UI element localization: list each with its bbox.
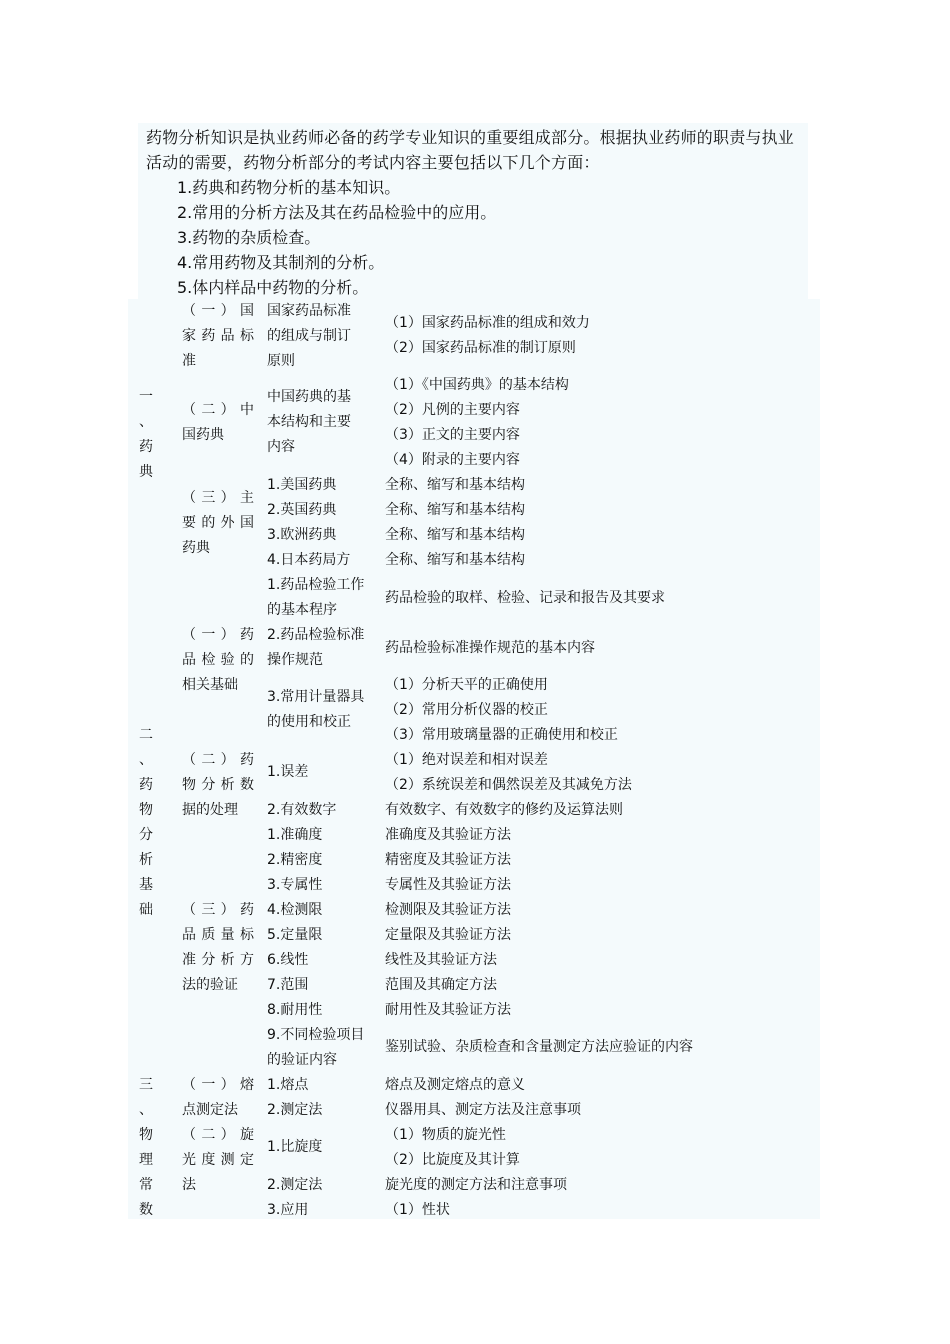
section-title: 三 、 物 理 常 数 — [139, 1077, 153, 1218]
item-name: 1.熔点 — [267, 1077, 309, 1093]
intro-list-item: 3.药物的杂质检查。 — [177, 228, 321, 247]
intro-list-item: 5.体内样品中药物的分析。 — [177, 278, 369, 297]
intro-paragraph: 药物分析知识是执业药师必备的药学专业知识的重要组成部分。根据执业药师的职责与执业活动的需要，药物分析部分的考试内容主要包括以下几个方面： — [146, 128, 795, 172]
item-description: 旋光度的测定方法和注意事项 — [385, 1177, 567, 1193]
item-description: 耐用性及其验证方法 — [385, 1002, 511, 1018]
item-name: 1.比旋度 — [267, 1139, 323, 1155]
item-description: （1）国家药品标准的组成和效力 （2）国家药品标准的制订原则 — [385, 315, 590, 356]
item-name: 2.测定法 — [267, 1177, 323, 1193]
item-description: 范围及其确定方法 — [385, 977, 497, 993]
intro-block — [138, 123, 808, 299]
item-name: 3.应用 — [267, 1202, 309, 1218]
item-description: 鉴别试验、杂质检查和含量测定方法应验证的内容 — [385, 1039, 693, 1055]
item-description: （1）物质的旋光性 （2）比旋度及其计算 — [385, 1127, 520, 1168]
section-title: 二 、 药 物 分 析 基 础 — [139, 727, 153, 918]
item-name: 中国药典的基 本结构和主要 内容 — [267, 389, 351, 455]
item-name: 2.有效数字 — [267, 802, 337, 818]
category-label: （二）药 物分析数 据的处理 — [182, 752, 254, 818]
item-description: （1）分析天平的正确使用 （2）常用分析仪器的校正 （3）常用玻璃量器的正确使用和校正 — [385, 677, 618, 743]
item-description: 专属性及其验证方法 — [385, 877, 511, 893]
item-name: 6.线性 — [267, 952, 309, 968]
item-name: 4.检测限 — [267, 902, 323, 918]
item-name: 1.准确度 — [267, 827, 323, 843]
item-name: 9.不同检验项目 的验证内容 — [267, 1027, 365, 1068]
item-description: 药品检验的取样、检验、记录和报告及其要求 — [385, 590, 665, 606]
item-description: 检测限及其验证方法 — [385, 902, 511, 918]
category-label: （一）熔 点测定法 — [182, 1077, 254, 1118]
item-name: 2.测定法 — [267, 1102, 323, 1118]
item-name: 3.专属性 — [267, 877, 323, 893]
item-name: 7.范围 — [267, 977, 309, 993]
item-name: 国家药品标准 的组成与制订 原则 — [267, 303, 351, 369]
item-description: 有效数字、有效数字的修约及运算法则 — [385, 802, 623, 818]
item-name: 2.精密度 — [267, 852, 323, 868]
item-description: 全称、缩写和基本结构 — [385, 527, 525, 543]
item-name: 2.英国药典 — [267, 502, 337, 518]
category-label: （一）国 家药品标 准 — [182, 303, 254, 369]
item-description: 药品检验标准操作规范的基本内容 — [385, 640, 595, 656]
item-name: 1.药品检验工作 的基本程序 — [267, 577, 365, 618]
syllabus-table — [128, 299, 820, 1219]
item-description: 仪器用具、测定方法及注意事项 — [385, 1102, 581, 1118]
item-description: 全称、缩写和基本结构 — [385, 502, 525, 518]
item-description: （1）性状 — [385, 1202, 450, 1218]
item-name: 1.误差 — [267, 764, 309, 780]
item-name: 8.耐用性 — [267, 1002, 323, 1018]
item-name: 5.定量限 — [267, 927, 323, 943]
category-label: （一）药 品检验的 相关基础 — [182, 627, 254, 693]
intro-list-item: 1.药典和药物分析的基本知识。 — [177, 178, 401, 197]
item-description: 全称、缩写和基本结构 — [385, 552, 525, 568]
item-description: （1）绝对误差和相对误差 （2）系统误差和偶然误差及其减免方法 — [385, 752, 632, 793]
category-label: （二）中 国药典 — [182, 402, 254, 443]
item-description: 熔点及测定熔点的意义 — [385, 1077, 525, 1093]
section-title: 一 、 药 典 — [139, 389, 153, 480]
item-description: 定量限及其验证方法 — [385, 927, 511, 943]
category-label: （二）旋 光度测定 法 — [182, 1127, 254, 1193]
item-description: 精密度及其验证方法 — [385, 852, 511, 868]
intro-list-item: 4.常用药物及其制剂的分析。 — [177, 253, 385, 272]
item-description: 准确度及其验证方法 — [385, 827, 511, 843]
category-label: （三）主 要的外国 药典 — [182, 490, 254, 556]
item-description: （1）《中国药典》的基本结构 （2）凡例的主要内容 （3）正文的主要内容 （4）附录的主要内容 — [385, 377, 569, 468]
item-description: 全称、缩写和基本结构 — [385, 477, 525, 493]
item-name: 4.日本药局方 — [267, 552, 351, 568]
item-name: 2.药品检验标准 操作规范 — [267, 627, 365, 668]
intro-list-item: 2.常用的分析方法及其在药品检验中的应用。 — [177, 203, 497, 222]
item-name: 1.美国药典 — [267, 477, 337, 493]
item-name: 3.欧洲药典 — [267, 527, 337, 543]
item-description: 线性及其验证方法 — [385, 952, 497, 968]
category-label: （三）药 品质量标 准分析方 法的验证 — [182, 902, 254, 993]
item-name: 3.常用计量器具 的使用和校正 — [267, 689, 365, 730]
